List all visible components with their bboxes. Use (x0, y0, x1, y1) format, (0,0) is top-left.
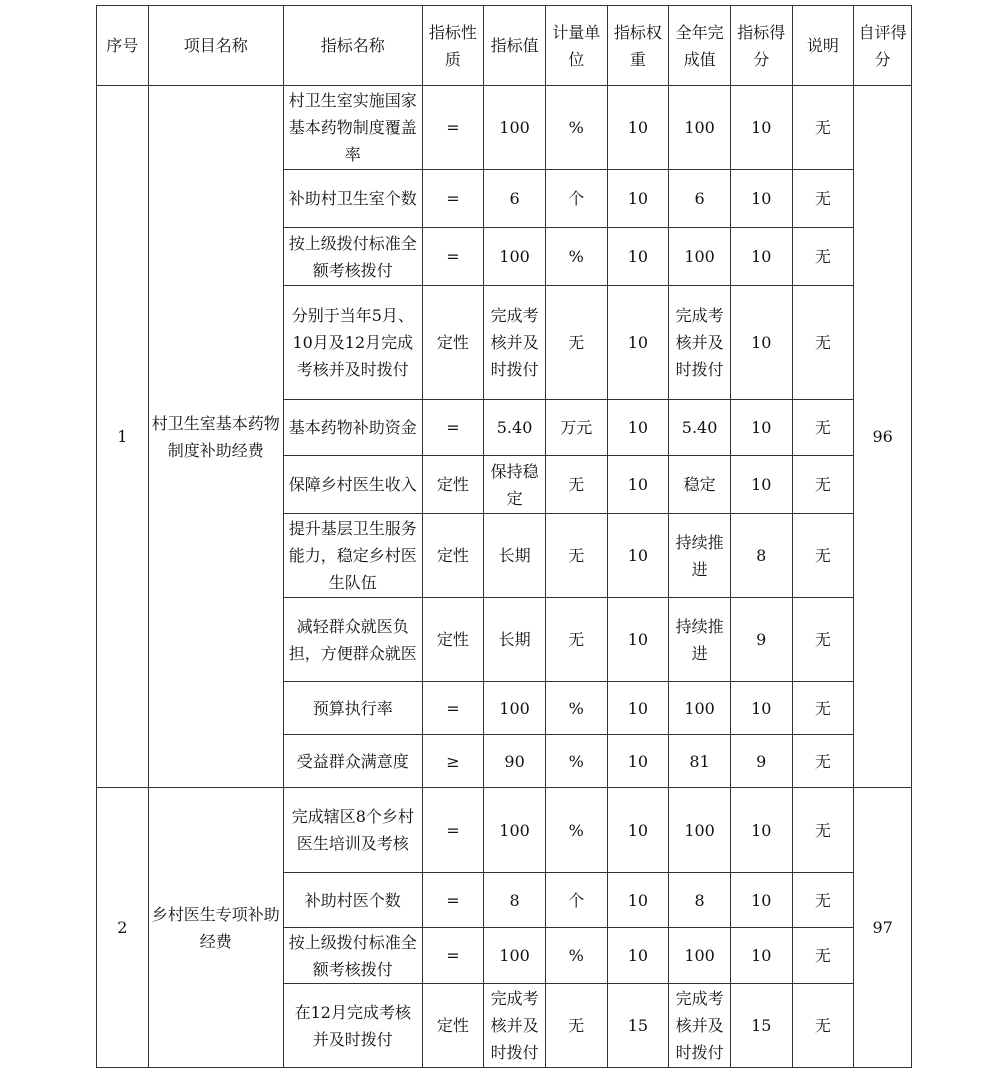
points-cell: 15 (730, 984, 792, 1068)
header-note: 说明 (792, 6, 854, 86)
note-cell: 无 (792, 514, 854, 598)
unit-cell: % (545, 928, 607, 984)
weight-cell: 10 (607, 86, 669, 170)
header-unit: 计量单位 (545, 6, 607, 86)
weight-cell: 10 (607, 456, 669, 514)
note-cell: 无 (792, 598, 854, 682)
table-row (97, 86, 912, 170)
indicator-name-cell: 基本药物补助资金 (284, 400, 423, 456)
indicator-name-cell: 受益群众满意度 (284, 735, 423, 788)
indicator-name-cell: 村卫生室实施国家基本药物制度覆盖率 (284, 86, 423, 170)
indicator-nature-cell: = (422, 228, 484, 286)
project-number-cell: 2 (97, 788, 149, 1068)
note-cell: 无 (792, 735, 854, 788)
note-cell: 无 (792, 984, 854, 1068)
header-indicator-value: 指标值 (484, 6, 546, 86)
table-body (97, 86, 912, 1068)
indicator-nature-cell: = (422, 400, 484, 456)
indicator-value-cell: 5.40 (484, 400, 546, 456)
indicator-nature-cell: 定性 (422, 598, 484, 682)
indicator-value-cell: 6 (484, 170, 546, 228)
indicator-value-cell: 100 (484, 928, 546, 984)
header-no: 序号 (97, 6, 149, 86)
note-cell: 无 (792, 400, 854, 456)
weight-cell: 10 (607, 682, 669, 735)
unit-cell: % (545, 228, 607, 286)
weight-cell: 10 (607, 400, 669, 456)
indicator-value-cell: 100 (484, 228, 546, 286)
indicator-value-cell: 100 (484, 788, 546, 873)
points-cell: 9 (730, 735, 792, 788)
indicator-value-cell: 保持稳定 (484, 456, 546, 514)
header-indicator-nature: 指标性质 (422, 6, 484, 86)
self-score-cell: 97 (854, 788, 912, 1068)
weight-cell: 10 (607, 228, 669, 286)
indicator-value-cell: 长期 (484, 598, 546, 682)
actual-value-cell: 持续推进 (669, 598, 731, 682)
actual-value-cell: 81 (669, 735, 731, 788)
weight-cell: 10 (607, 170, 669, 228)
weight-cell: 10 (607, 514, 669, 598)
table-row (97, 788, 912, 873)
note-cell: 无 (792, 228, 854, 286)
weight-cell: 10 (607, 928, 669, 984)
project-name-cell: 乡村医生专项补助经费 (148, 788, 283, 1068)
weight-cell: 10 (607, 735, 669, 788)
points-cell: 10 (730, 873, 792, 928)
note-cell: 无 (792, 286, 854, 400)
indicator-name-cell: 完成辖区8个乡村医生培训及考核 (284, 788, 423, 873)
indicator-name-cell: 保障乡村医生收入 (284, 456, 423, 514)
indicator-name-cell: 减轻群众就医负担，方便群众就医 (284, 598, 423, 682)
indicator-nature-cell: = (422, 873, 484, 928)
indicator-nature-cell: 定性 (422, 456, 484, 514)
points-cell: 9 (730, 598, 792, 682)
indicator-nature-cell: 定性 (422, 514, 484, 598)
unit-cell: % (545, 682, 607, 735)
unit-cell: 万元 (545, 400, 607, 456)
header-points: 指标得分 (730, 6, 792, 86)
note-cell: 无 (792, 873, 854, 928)
weight-cell: 10 (607, 286, 669, 400)
actual-value-cell: 100 (669, 228, 731, 286)
actual-value-cell: 100 (669, 86, 731, 170)
indicator-value-cell: 8 (484, 873, 546, 928)
indicator-nature-cell: = (422, 682, 484, 735)
points-cell: 10 (730, 228, 792, 286)
note-cell: 无 (792, 170, 854, 228)
weight-cell: 10 (607, 788, 669, 873)
indicator-name-cell: 按上级拨付标准全额考核拨付 (284, 928, 423, 984)
indicator-nature-cell: 定性 (422, 286, 484, 400)
weight-cell: 15 (607, 984, 669, 1068)
actual-value-cell: 完成考核并及时拨付 (669, 286, 731, 400)
indicator-name-cell: 按上级拨付标准全额考核拨付 (284, 228, 423, 286)
points-cell: 10 (730, 286, 792, 400)
actual-value-cell: 稳定 (669, 456, 731, 514)
indicator-nature-cell: 定性 (422, 984, 484, 1068)
indicator-name-cell: 补助村卫生室个数 (284, 170, 423, 228)
indicator-value-cell: 完成考核并及时拨付 (484, 286, 546, 400)
header-actual-value: 全年完成值 (669, 6, 731, 86)
actual-value-cell: 6 (669, 170, 731, 228)
weight-cell: 10 (607, 873, 669, 928)
project-name-cell: 村卫生室基本药物制度补助经费 (148, 86, 283, 788)
points-cell: 10 (730, 682, 792, 735)
header-project-name: 项目名称 (148, 6, 283, 86)
indicator-nature-cell: = (422, 928, 484, 984)
note-cell: 无 (792, 682, 854, 735)
unit-cell: 无 (545, 286, 607, 400)
indicator-nature-cell: = (422, 86, 484, 170)
points-cell: 10 (730, 928, 792, 984)
header-self-score: 自评得分 (854, 6, 912, 86)
unit-cell: 无 (545, 598, 607, 682)
indicator-name-cell: 在12月完成考核并及时拨付 (284, 984, 423, 1068)
header-weight: 指标权重 (607, 6, 669, 86)
unit-cell: 无 (545, 984, 607, 1068)
note-cell: 无 (792, 788, 854, 873)
note-cell: 无 (792, 86, 854, 170)
project-number-cell: 1 (97, 86, 149, 788)
actual-value-cell: 8 (669, 873, 731, 928)
header-row (97, 6, 912, 86)
unit-cell: % (545, 788, 607, 873)
actual-value-cell: 完成考核并及时拨付 (669, 984, 731, 1068)
performance-evaluation-table (96, 5, 912, 1068)
indicator-nature-cell: = (422, 170, 484, 228)
indicator-value-cell: 90 (484, 735, 546, 788)
indicator-name-cell: 分别于当年5月、10月及12月完成考核并及时拨付 (284, 286, 423, 400)
note-cell: 无 (792, 928, 854, 984)
indicator-nature-cell: ≥ (422, 735, 484, 788)
indicator-value-cell: 100 (484, 86, 546, 170)
indicator-name-cell: 提升基层卫生服务能力，稳定乡村医生队伍 (284, 514, 423, 598)
points-cell: 10 (730, 86, 792, 170)
points-cell: 10 (730, 400, 792, 456)
self-score-cell: 96 (854, 86, 912, 788)
actual-value-cell: 5.40 (669, 400, 731, 456)
indicator-value-cell: 长期 (484, 514, 546, 598)
actual-value-cell: 100 (669, 682, 731, 735)
indicator-name-cell: 补助村医个数 (284, 873, 423, 928)
indicator-value-cell: 完成考核并及时拨付 (484, 984, 546, 1068)
unit-cell: 无 (545, 514, 607, 598)
points-cell: 10 (730, 170, 792, 228)
actual-value-cell: 持续推进 (669, 514, 731, 598)
unit-cell: 无 (545, 456, 607, 514)
actual-value-cell: 100 (669, 928, 731, 984)
indicator-name-cell: 预算执行率 (284, 682, 423, 735)
points-cell: 10 (730, 788, 792, 873)
unit-cell: 个 (545, 170, 607, 228)
indicator-value-cell: 100 (484, 682, 546, 735)
indicator-nature-cell: = (422, 788, 484, 873)
header-indicator-name: 指标名称 (284, 6, 423, 86)
unit-cell: % (545, 735, 607, 788)
actual-value-cell: 100 (669, 788, 731, 873)
weight-cell: 10 (607, 598, 669, 682)
unit-cell: % (545, 86, 607, 170)
points-cell: 10 (730, 456, 792, 514)
points-cell: 8 (730, 514, 792, 598)
note-cell: 无 (792, 456, 854, 514)
unit-cell: 个 (545, 873, 607, 928)
